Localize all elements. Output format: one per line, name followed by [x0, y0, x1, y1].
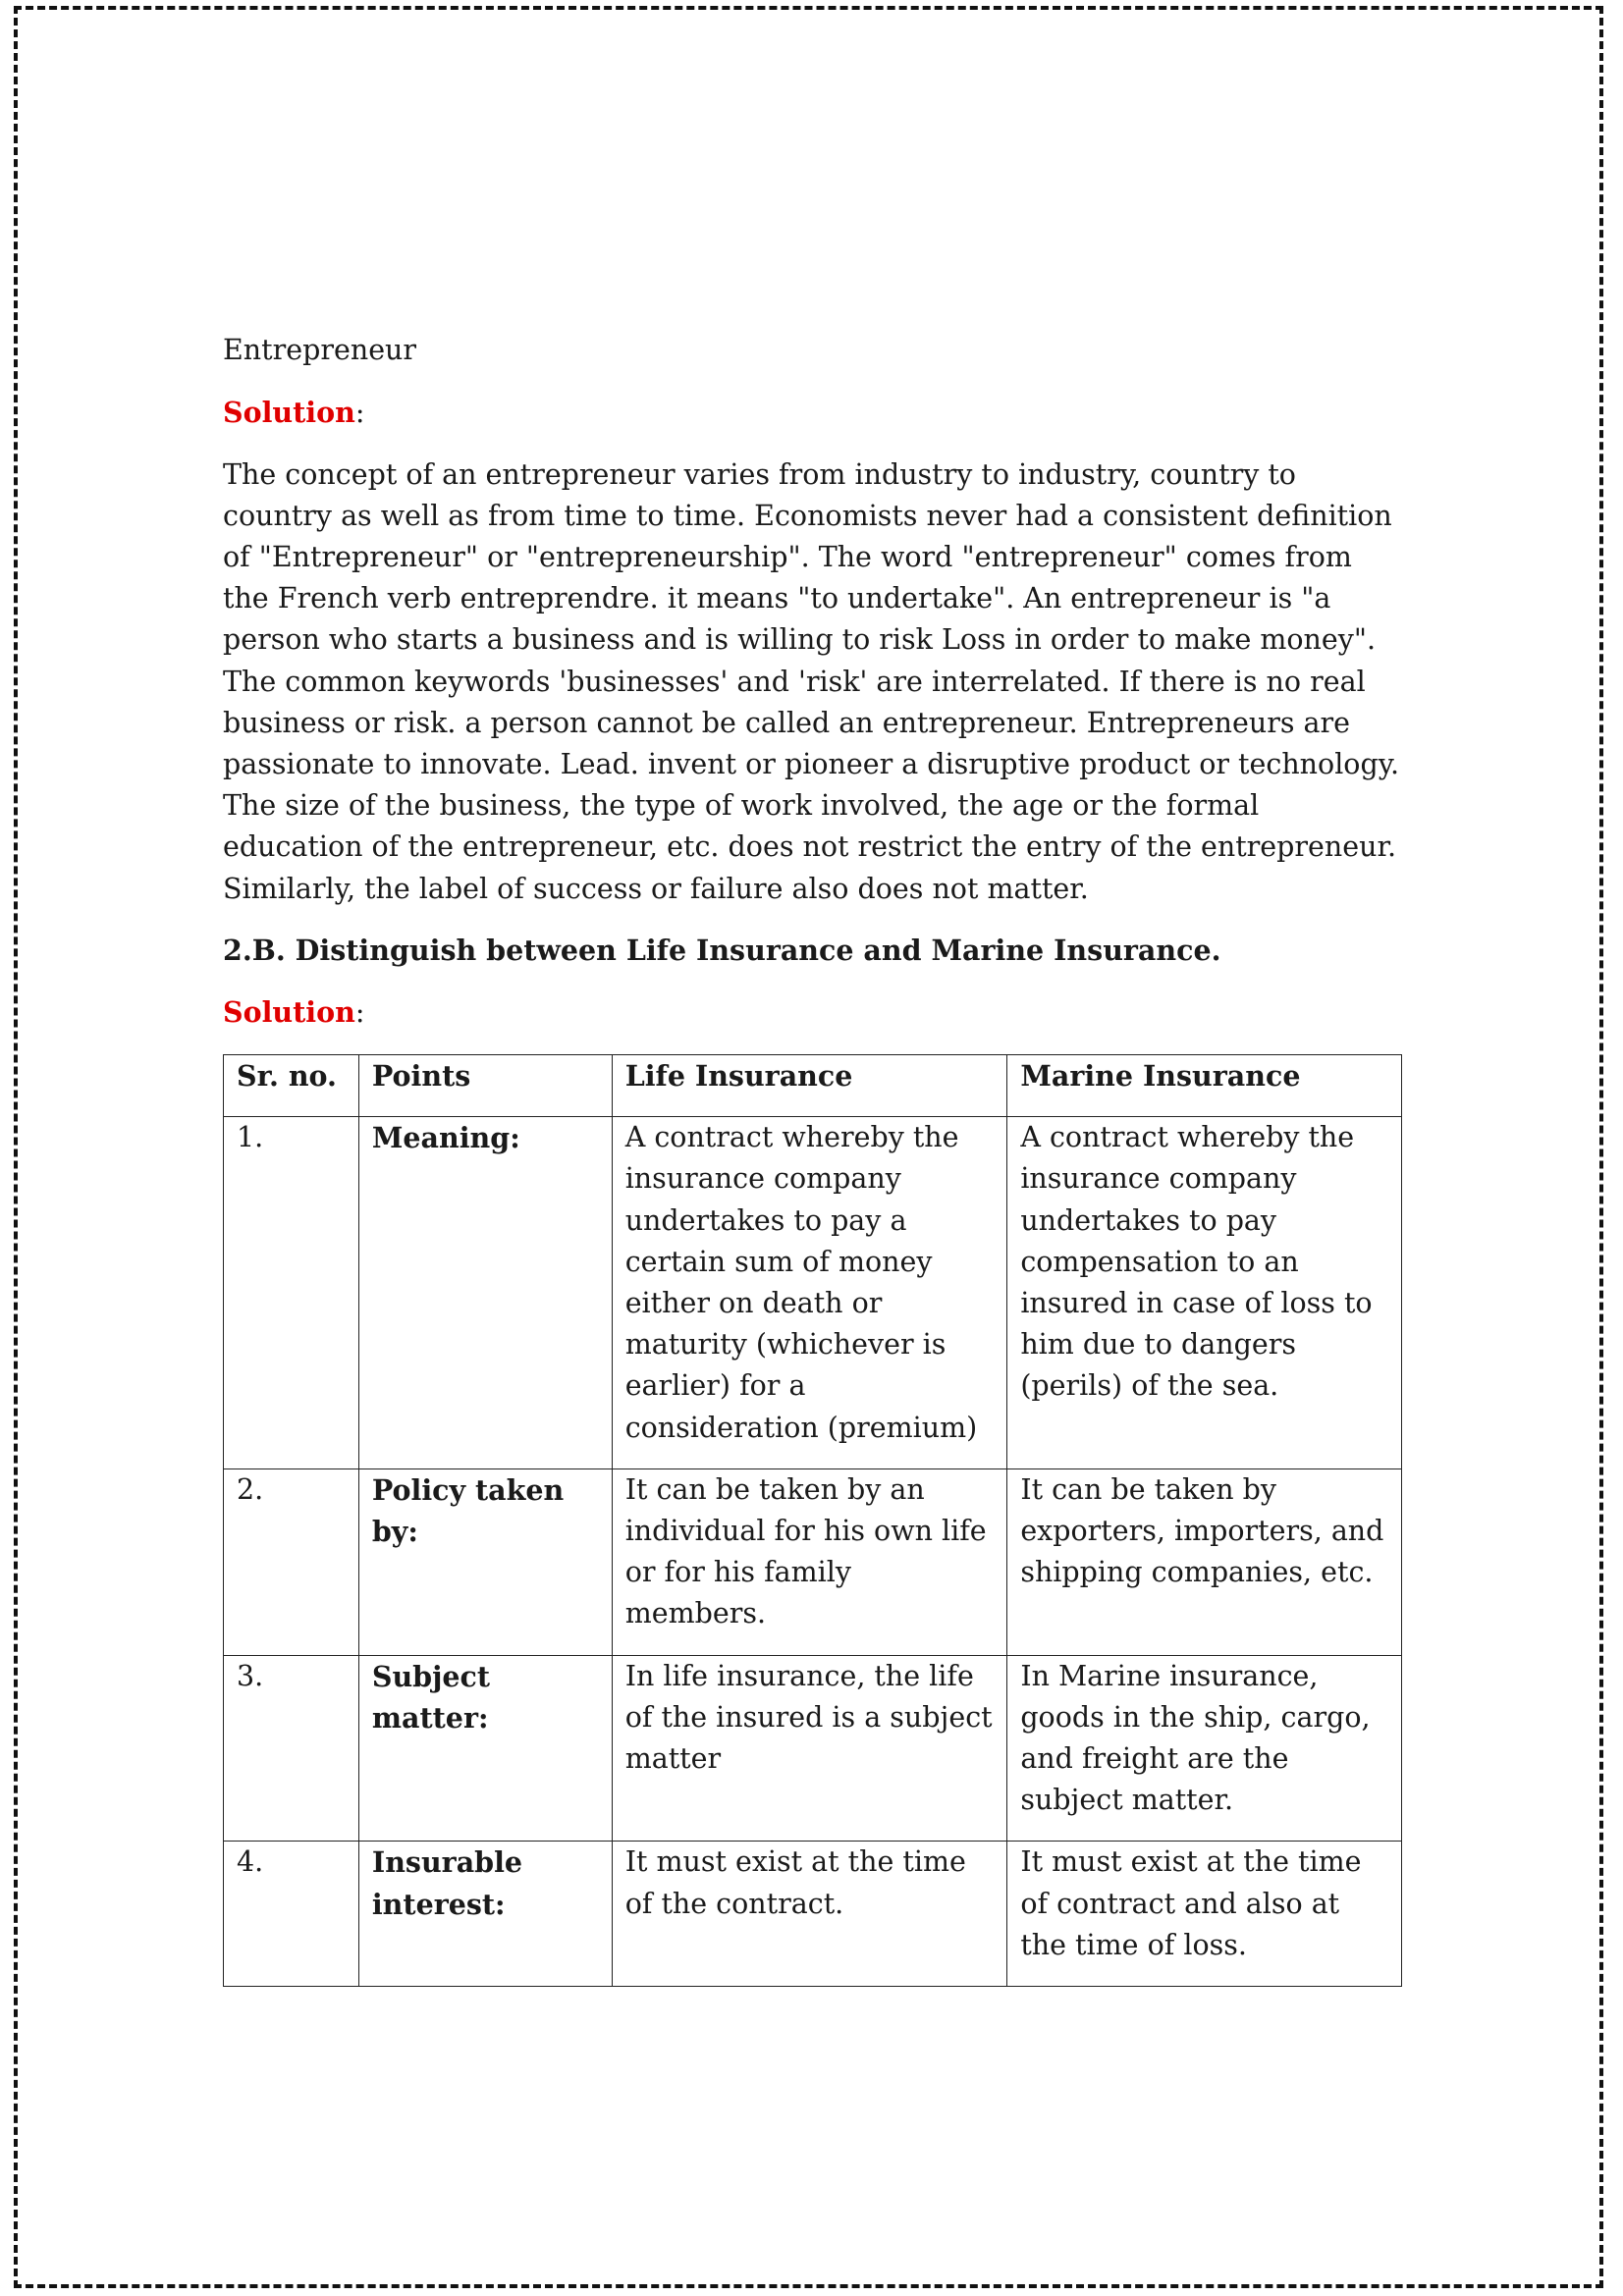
header-points: Points [358, 1055, 612, 1117]
table-row [224, 1117, 1402, 1469]
solution-label [223, 991, 1406, 1034]
question-heading: 2.B. Distinguish between Life Insurance and Marine Insurance. [223, 934, 1221, 968]
solution-label-colon: : [354, 996, 365, 1030]
cell-marine-insurance: It can be taken by exporters, importers, and shipping companies, etc. [1007, 1468, 1402, 1655]
cell-point: Insurable interest: [358, 1842, 612, 1987]
cell-sr-no: 2. [224, 1468, 359, 1655]
cell-sr-no: 3. [224, 1655, 359, 1842]
table-row [224, 1468, 1402, 1655]
table-header-row [224, 1055, 1402, 1117]
cell-point: Subject matter: [358, 1655, 612, 1842]
cell-life-insurance: It can be taken by an individual for his own life or for his family members. [612, 1468, 1007, 1655]
table-row [224, 1655, 1402, 1842]
cell-sr-no: 4. [224, 1842, 359, 1987]
solution-label-word: Solution [223, 395, 355, 429]
comparison-table [223, 1054, 1402, 1987]
solution-label [223, 392, 1406, 434]
header-marine-insurance: Marine Insurance [1007, 1055, 1402, 1117]
subject-line: Entrepreneur [223, 334, 417, 366]
cell-point: Meaning: [358, 1117, 612, 1469]
cell-point: Policy taken by: [358, 1468, 612, 1655]
cell-marine-insurance: A contract whereby the insurance company undertakes to pay compensation to an insured in case of loss to him due to dangers (perils) of the sea. [1007, 1117, 1402, 1469]
cell-life-insurance: In life insurance, the life of the insured is a subject matter [612, 1655, 1007, 1842]
cell-marine-insurance: In Marine insurance, goods in the ship, cargo, and freight are the subject matter. [1007, 1655, 1402, 1842]
header-sr-no: Sr. no. [224, 1055, 359, 1117]
entrepreneur-paragraph: The concept of an entrepreneur varies from industry to industry, country to country as well as from time to time. Economists never had a consistent definition of "Entrepreneur" or "entrepreneurship". The word "entrepreneur" comes from the French verb entreprendre. it means "to undertake". An entrepreneur is "a person who starts a business and is willing to risk Loss in order to make money". The common keywords 'businesses' and 'risk' are interrelated. If there is no real business or risk. a person cannot be called an entrepreneur. Entrepreneurs are passionate to innovate. Lead. invent or pioneer a disruptive product or technology. The size of the business, the type of work involved, the age or the formal education of the entrepreneur, etc. does not restrict the entry of the entrepreneur. Similarly, the label of success or failure also does not matter. [223, 457, 1400, 905]
solution-label-colon: : [354, 396, 365, 429]
table-row [224, 1842, 1402, 1987]
cell-sr-no: 1. [224, 1117, 359, 1469]
document-content [223, 330, 1406, 1987]
solution-label-word: Solution [223, 995, 355, 1030]
cell-marine-insurance: It must exist at the time of contract and also at the time of loss. [1007, 1842, 1402, 1987]
cell-life-insurance: It must exist at the time of the contract. [612, 1842, 1007, 1987]
header-life-insurance: Life Insurance [612, 1055, 1007, 1117]
cell-life-insurance: A contract whereby the insurance company undertakes to pay a certain sum of money either on death or maturity (whichever is earlier) for a consideration (premium) [612, 1117, 1007, 1469]
